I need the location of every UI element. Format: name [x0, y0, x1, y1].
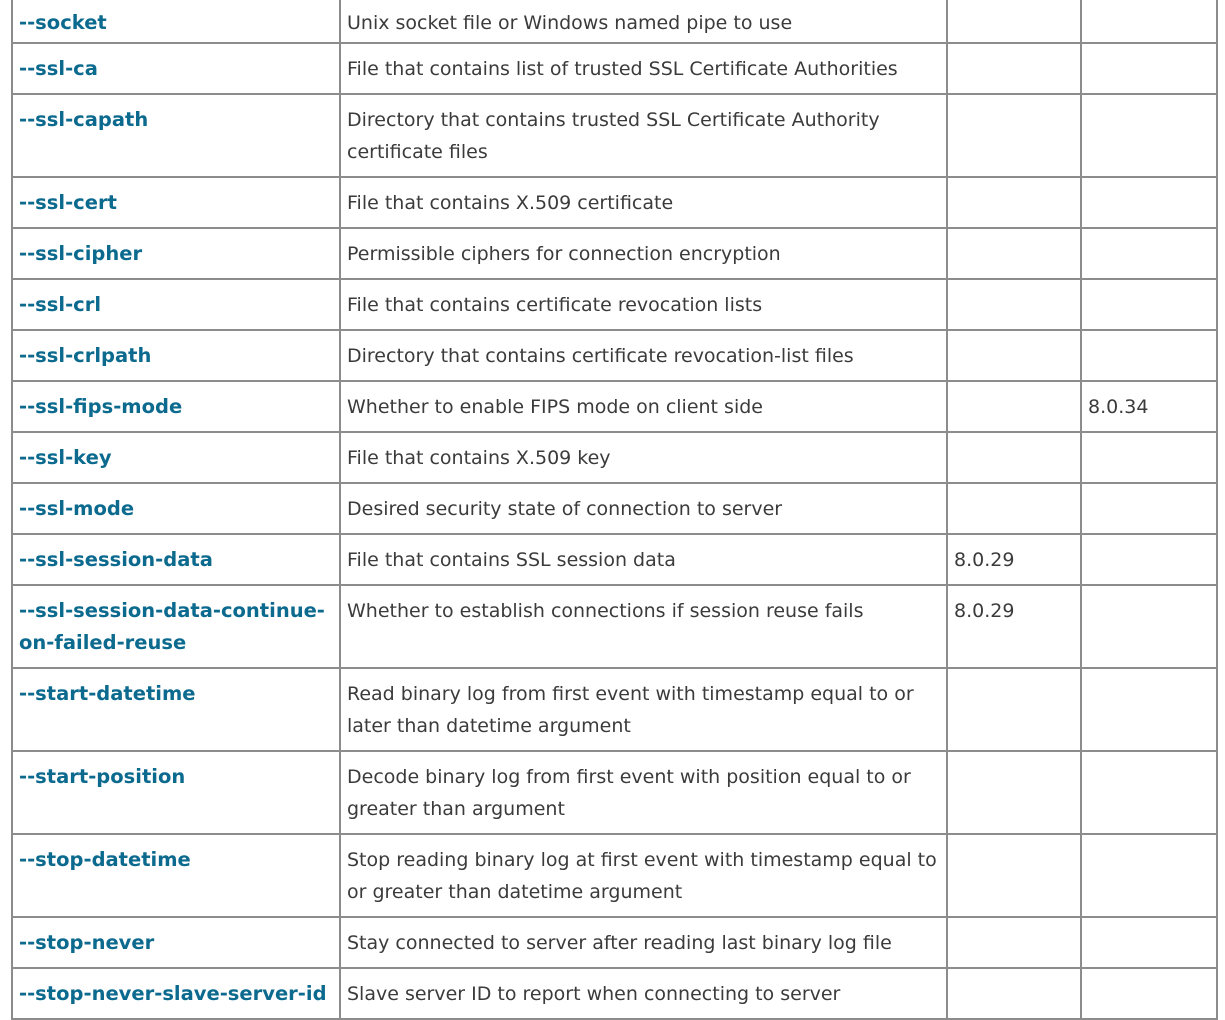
option-link[interactable]: --start-position — [19, 765, 186, 788]
table-row — [12, 483, 1217, 534]
option-description-cell: Directory that contains certificate revocation-list files — [340, 330, 947, 381]
option-description-cell: File that contains X.509 key — [340, 432, 947, 483]
option-name-cell — [12, 177, 340, 228]
option-name-cell — [12, 483, 340, 534]
option-link[interactable]: --ssl-crlpath — [19, 344, 152, 367]
option-description-cell: Directory that contains trusted SSL Certificate Authority certificate files — [340, 94, 947, 177]
table-row — [12, 228, 1217, 279]
option-description-cell: Whether to establish connections if session reuse fails — [340, 585, 947, 668]
option-deprecated-cell — [1081, 751, 1217, 834]
option-name-cell — [12, 279, 340, 330]
option-deprecated-cell: 8.0.34 — [1081, 381, 1217, 432]
option-introduced-cell — [947, 94, 1081, 177]
option-description-cell: Slave server ID to report when connecting to server — [340, 968, 947, 1019]
option-link[interactable]: --ssl-key — [19, 446, 112, 469]
option-name-cell — [12, 668, 340, 751]
option-link[interactable]: --start-datetime — [19, 682, 196, 705]
table-row — [12, 751, 1217, 834]
option-link[interactable]: --stop-never — [19, 931, 155, 954]
option-name-cell — [12, 228, 340, 279]
option-introduced-cell — [947, 917, 1081, 968]
option-deprecated-cell — [1081, 668, 1217, 751]
option-link[interactable]: --ssl-session-data — [19, 548, 213, 571]
option-link[interactable]: --ssl-crl — [19, 293, 102, 316]
option-link[interactable]: --ssl-fips-mode — [19, 395, 183, 418]
option-name-cell — [12, 534, 340, 585]
option-introduced-cell — [947, 381, 1081, 432]
option-description-cell: Stay connected to server after reading last binary log file — [340, 917, 947, 968]
option-deprecated-cell — [1081, 0, 1217, 43]
table-row — [12, 432, 1217, 483]
option-deprecated-cell — [1081, 432, 1217, 483]
table-row — [12, 668, 1217, 751]
option-description-cell: Unix socket file or Windows named pipe to use — [340, 0, 947, 43]
option-introduced-cell — [947, 432, 1081, 483]
option-introduced-cell — [947, 834, 1081, 917]
option-introduced-cell — [947, 330, 1081, 381]
option-deprecated-cell — [1081, 834, 1217, 917]
option-description-cell: File that contains list of trusted SSL Certificate Authorities — [340, 43, 947, 94]
option-introduced-cell — [947, 968, 1081, 1019]
table-row — [12, 968, 1217, 1019]
option-description-cell: Permissible ciphers for connection encryption — [340, 228, 947, 279]
option-link[interactable]: --stop-never-slave-server-id — [19, 982, 327, 1005]
option-deprecated-cell — [1081, 534, 1217, 585]
option-link[interactable]: --socket — [19, 11, 107, 34]
option-deprecated-cell — [1081, 177, 1217, 228]
option-introduced-cell — [947, 228, 1081, 279]
option-description-cell: File that contains certificate revocation lists — [340, 279, 947, 330]
option-name-cell — [12, 834, 340, 917]
option-deprecated-cell — [1081, 968, 1217, 1019]
table-row — [12, 381, 1217, 432]
option-name-cell — [12, 968, 340, 1019]
table-row — [12, 279, 1217, 330]
option-name-cell — [12, 432, 340, 483]
option-link[interactable]: --ssl-ca — [19, 57, 98, 80]
option-introduced-cell — [947, 43, 1081, 94]
option-link[interactable]: --ssl-mode — [19, 497, 135, 520]
option-link[interactable]: --ssl-cipher — [19, 242, 143, 265]
option-description-cell: File that contains SSL session data — [340, 534, 947, 585]
option-introduced-cell — [947, 0, 1081, 43]
table-row — [12, 0, 1217, 43]
options-table-body — [12, 0, 1217, 1019]
option-description-cell: File that contains X.509 certificate — [340, 177, 947, 228]
option-link[interactable]: --stop-datetime — [19, 848, 191, 871]
option-link[interactable]: --ssl-session-data-continue-on-failed-reuse — [19, 599, 325, 654]
option-link[interactable]: --ssl-cert — [19, 191, 117, 214]
option-name-cell — [12, 94, 340, 177]
option-name-cell — [12, 917, 340, 968]
option-description-cell: Stop reading binary log at first event with timestamp equal to or greater than datetime argument — [340, 834, 947, 917]
option-description-cell: Whether to enable FIPS mode on client side — [340, 381, 947, 432]
option-introduced-cell — [947, 751, 1081, 834]
table-row — [12, 177, 1217, 228]
table-row — [12, 917, 1217, 968]
option-deprecated-cell — [1081, 483, 1217, 534]
option-deprecated-cell — [1081, 330, 1217, 381]
option-link[interactable]: --ssl-capath — [19, 108, 149, 131]
table-row — [12, 43, 1217, 94]
table-row — [12, 534, 1217, 585]
table-row — [12, 585, 1217, 668]
option-name-cell — [12, 43, 340, 94]
option-deprecated-cell — [1081, 917, 1217, 968]
option-description-cell: Decode binary log from first event with position equal to or greater than argument — [340, 751, 947, 834]
option-introduced-cell — [947, 177, 1081, 228]
option-deprecated-cell — [1081, 585, 1217, 668]
option-description-cell: Desired security state of connection to server — [340, 483, 947, 534]
option-deprecated-cell — [1081, 94, 1217, 177]
option-name-cell — [12, 585, 340, 668]
table-row — [12, 330, 1217, 381]
option-name-cell — [12, 381, 340, 432]
table-row — [12, 834, 1217, 917]
options-table — [11, 0, 1218, 1020]
option-introduced-cell — [947, 279, 1081, 330]
option-name-cell — [12, 330, 340, 381]
option-introduced-cell: 8.0.29 — [947, 534, 1081, 585]
option-deprecated-cell — [1081, 279, 1217, 330]
table-row — [12, 94, 1217, 177]
option-name-cell — [12, 751, 340, 834]
option-name-cell — [12, 0, 340, 43]
option-introduced-cell — [947, 483, 1081, 534]
option-description-cell: Read binary log from first event with timestamp equal to or later than datetime argument — [340, 668, 947, 751]
option-deprecated-cell — [1081, 228, 1217, 279]
option-introduced-cell — [947, 668, 1081, 751]
option-deprecated-cell — [1081, 43, 1217, 94]
option-introduced-cell: 8.0.29 — [947, 585, 1081, 668]
